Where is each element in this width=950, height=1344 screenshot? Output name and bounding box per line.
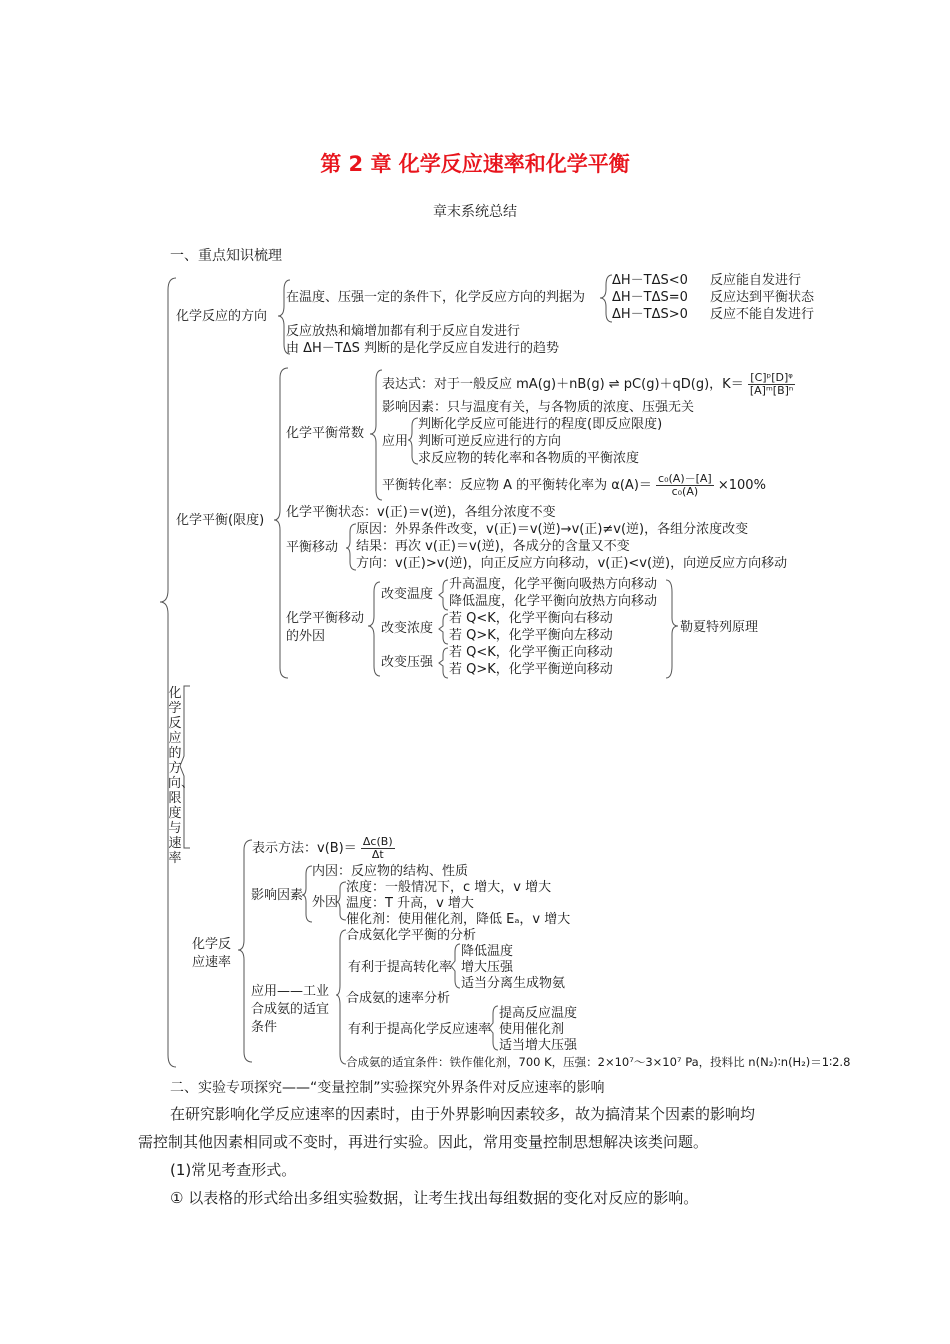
list-item-1: (1)常见考查形式。: [170, 1161, 297, 1179]
shift-result: 结果：再次 v(正)＝v(逆)，各成分的含量又不变: [356, 539, 630, 554]
rate-external-label: 外因: [312, 895, 339, 910]
node-equilibrium: 化学平衡(限度): [176, 513, 265, 528]
direction-note-2: 由 ΔH－TΔS 判断的是化学反应自发进行的趋势: [286, 341, 560, 356]
ammonia-eq-analysis: 合成氨化学平衡的分析: [346, 928, 477, 943]
conversion-tail: ×100%: [717, 478, 766, 493]
rate-app-label: 应用——工业合成氨的适宜条件: [251, 984, 330, 1035]
conversion-denominator: c₀(A): [671, 485, 699, 498]
root-label: 化学反应的方向、限度与速率: [168, 686, 195, 866]
ammonia-conv-3: 适当分离生成物氨: [461, 976, 566, 991]
equilibrium-state: 化学平衡状态：v(正)＝v(逆)，各组分浓度不变: [286, 505, 556, 520]
conc-2: 若 Q>K，化学平衡向左移动: [449, 628, 613, 643]
rate-ext-1: 浓度：一般情况下，c 增大，v 增大: [346, 880, 552, 895]
direction-note-1: 反应放热和熵增加都有利于反应自发进行: [286, 324, 521, 339]
le-chatelier: 勒夏特列原理: [680, 620, 759, 635]
direction-criterion: 在温度、压强一定的条件下，化学反应方向的判据为: [286, 290, 586, 305]
ammonia-conv-2: 增大压强: [461, 960, 514, 975]
shift-reason: 原因：外界条件改变，v(正)＝v(逆)→v(正)≠v(逆)，各组分浓度改变: [356, 522, 749, 537]
node-equilibrium-constant: 化学平衡常数: [286, 426, 365, 441]
ammonia-conv-label: 有利于提高转化率: [348, 960, 453, 975]
group-temp: 改变温度: [381, 587, 434, 602]
node-shift: 平衡移动: [286, 540, 339, 555]
k-factors: 影响因素：只与温度有关，与各物质的浓度、压强无关: [382, 400, 695, 415]
group-conc: 改变浓度: [381, 621, 434, 636]
k-expression: [382, 372, 795, 398]
list-item-1a: ① 以表格的形式给出多组实验数据，让考生找出每组数据的变化对反应的影响。: [170, 1189, 699, 1207]
k-expression-text: 表达式：对于一般反应 mA(g)＋nB(g) ⇌ pC(g)＋qD(g)，K＝: [382, 377, 744, 392]
rate-factors-label: 影响因素: [251, 888, 304, 903]
cond-2-expr: ΔH－TΔS=0: [612, 290, 688, 305]
ammonia-conv-1: 降低温度: [461, 944, 514, 959]
node-direction: 化学反应的方向: [176, 309, 268, 324]
node-external: 化学平衡移动的外因: [286, 611, 365, 644]
rate-ext-3: 催化剂：使用催化剂，降低 Eₐ，v 增大: [346, 912, 571, 927]
k-denominator: [A]ᵐ[B]ⁿ: [749, 384, 794, 397]
group-pressure: 改变压强: [381, 655, 434, 670]
temp-down: 降低温度，化学平衡向放热方向移动: [449, 594, 658, 609]
k-app-3: 求反应物的转化率和各物质的平衡浓度: [418, 451, 640, 466]
pressure-2: 若 Q>K，化学平衡逆向移动: [449, 662, 613, 677]
cond-1-expr: ΔH－TΔS<0: [612, 273, 688, 288]
rate-ext-2: 温度：T 升高，v 增大: [346, 896, 474, 911]
ammonia-rate-2: 使用催化剂: [499, 1022, 565, 1037]
temp-up: 升高温度，化学平衡向吸热方向移动: [449, 577, 658, 592]
paragraph-1a: 在研究影响化学反应速率的因素时，由于外界影响因素较多，故为搞清某个因素的影响均: [170, 1105, 756, 1123]
node-rate: 化学反应速率: [192, 937, 232, 970]
rate-internal: 内因：反应物的结构、性质: [312, 864, 469, 879]
ammonia-rate-3: 适当增大压强: [499, 1038, 578, 1053]
paragraph-1b: 需控制其他因素相同或不变时，再进行实验。因此，常用变量控制思想解决该类问题。: [138, 1133, 709, 1151]
rate-numerator: Δc(B): [362, 835, 393, 848]
rate-denominator: Δt: [371, 848, 384, 861]
ammonia-rate-analysis: 合成氨的速率分析: [346, 991, 451, 1006]
k-app-label: 应用: [382, 434, 409, 449]
cond-2-result: 反应达到平衡状态: [710, 290, 815, 305]
chapter-subtitle: 章末系统总结: [433, 204, 517, 220]
ammonia-conditions: 合成氨的适宜条件：铁作催化剂，700 K，压强：2×10⁷～3×10⁷ Pa，投料比 n(N₂)∶n(H₂)＝1∶2.8: [346, 1055, 851, 1069]
shift-direction: 方向：v(正)>v(逆)，向正反应方向移动，v(正)<v(逆)，向逆反应方向移动: [356, 556, 788, 571]
k-app-1: 判断化学反应可能进行的程度(即反应限度): [418, 417, 663, 432]
chapter-title: 第 2 章 化学反应速率和化学平衡: [320, 152, 630, 176]
section-heading-1: 一、重点知识梳理: [170, 248, 282, 264]
conversion-fraction: [656, 473, 714, 498]
cond-1-result: 反应能自发进行: [710, 273, 802, 288]
rate-method-text: 表示方法：v(B)＝: [252, 841, 357, 856]
rate-method: [252, 836, 395, 862]
k-numerator: [C]ᵖ[D]ᵠ: [748, 372, 795, 385]
ammonia-rate-label: 有利于提高化学反应速率: [348, 1022, 492, 1037]
rate-fraction: [361, 836, 395, 861]
conversion-text: 平衡转化率：反应物 A 的平衡转化率为 α(A)＝: [382, 478, 652, 493]
ammonia-rate-1: 提高反应温度: [499, 1006, 578, 1021]
cond-3-result: 反应不能自发进行: [710, 307, 815, 322]
pressure-1: 若 Q<K，化学平衡正向移动: [449, 645, 613, 660]
k-fraction: [748, 372, 795, 397]
conversion-numerator: c₀(A)－[A]: [658, 472, 712, 485]
cond-3-expr: ΔH－TΔS>0: [612, 307, 688, 322]
conc-1: 若 Q<K，化学平衡向右移动: [449, 611, 613, 626]
section-heading-2: 二、实验专项探究——“变量控制”实验探究外界条件对反应速率的影响: [170, 1080, 605, 1096]
conversion: [382, 473, 766, 499]
k-app-2: 判断可逆反应进行的方向: [418, 434, 562, 449]
